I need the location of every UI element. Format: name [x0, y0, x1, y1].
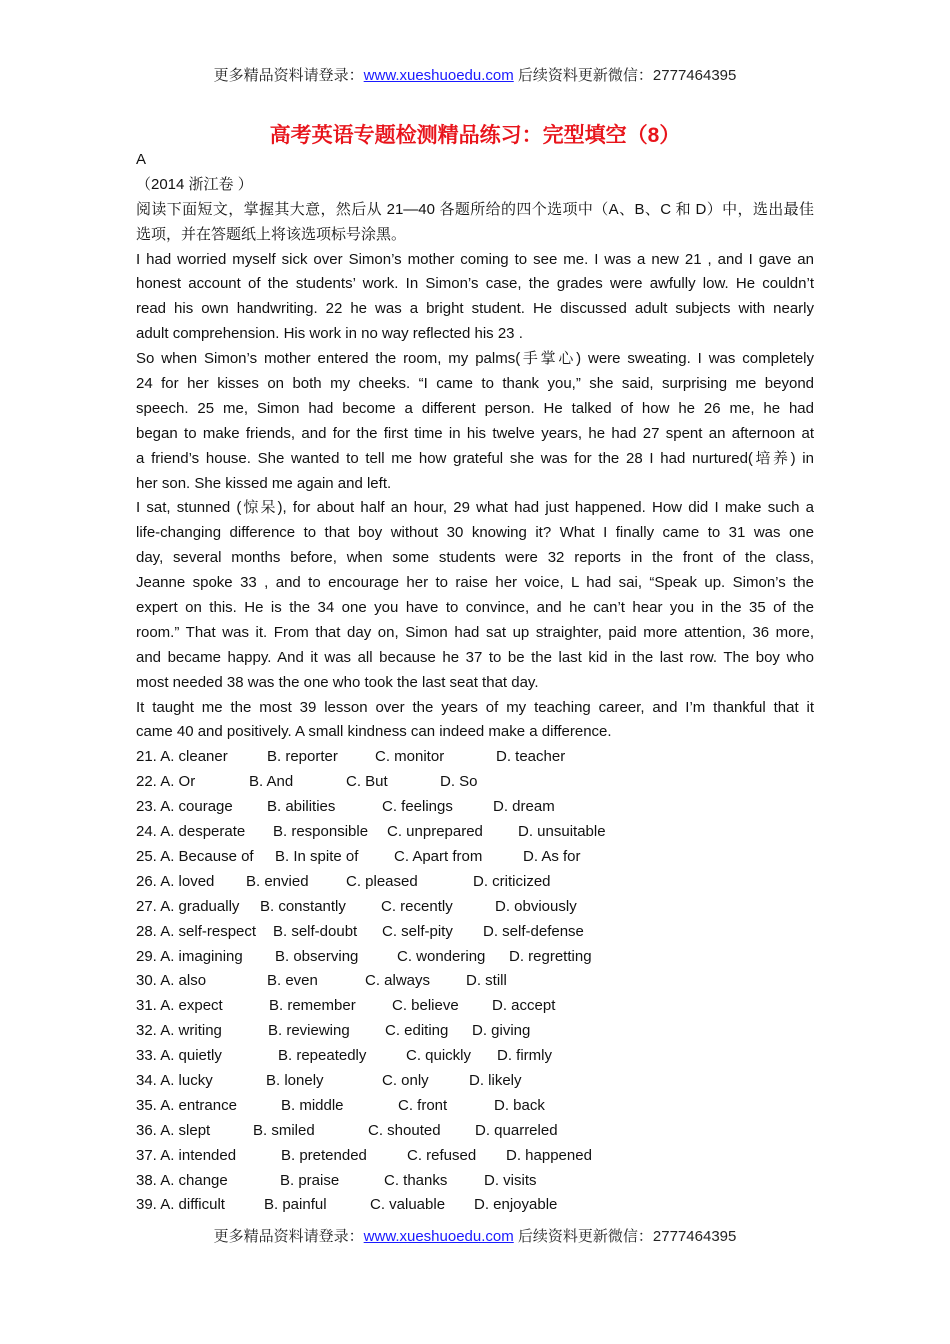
option-a: 30. A. also — [136, 972, 207, 990]
option-b: B. repeatedly — [278, 1047, 367, 1065]
passage-line: I had worried myself sick over Simon’s mother coming to see me. I was a new 21 , and I gave an — [136, 250, 814, 268]
option-a: 35. A. entrance — [136, 1096, 237, 1114]
option-b: B. pretended — [281, 1146, 367, 1164]
option-a: 36. A. slept — [136, 1121, 211, 1139]
option-c: C. feelings — [382, 798, 453, 816]
question-row — [136, 845, 814, 870]
website-link[interactable]: www.xueshuoedu.com — [363, 67, 514, 84]
option-c: C. always — [365, 972, 431, 990]
option-b: B. even — [267, 972, 318, 990]
option-d: D. back — [494, 1096, 545, 1114]
passage-line: day, several months before, when some students were 32 reports in the front of the class, — [136, 549, 814, 567]
banner-prefix: 更多精品资料请登录： — [213, 1228, 364, 1245]
option-a: 34. A. lucky — [136, 1071, 213, 1089]
passage-line: 24 for her kisses on both my cheeks. “I came to thank you,” she said, surprising me beyond — [136, 375, 814, 393]
option-a: 31. A. expect — [136, 997, 223, 1015]
question-row — [136, 1044, 814, 1069]
footer-banner — [0, 1227, 950, 1247]
question-row — [136, 1069, 814, 1094]
passage-line: began to make friends, and for the first time in his twelve years, he had 27 spent an afternoon at — [136, 424, 814, 442]
passage-line: life-changing difference to that boy without 30 knowing it? What I finally came to 31 was one — [136, 524, 814, 542]
question-options — [136, 745, 814, 1218]
option-a: 25. A. Because of — [136, 847, 254, 865]
passage-line: honest account of the students’ work. In Simon’s case, the grades were awfully low. He couldn’t — [136, 275, 814, 293]
passage-line: I sat, stunned (惊呆), for about half an hour, 29 what had just happened. How did I make such a — [136, 499, 814, 517]
option-c: C. Apart from — [394, 847, 483, 865]
option-b: B. praise — [280, 1171, 340, 1189]
option-b: B. observing — [275, 947, 359, 965]
passage-line: room.” That was it. From that day on, Simon had sat up straighter, paid more attention, 36 more, — [136, 623, 814, 641]
option-d: D. still — [466, 972, 507, 990]
option-c: C. But — [346, 773, 388, 791]
option-d: D. regretting — [509, 947, 592, 965]
option-c: C. believe — [392, 997, 459, 1015]
section-label: A — [136, 151, 147, 168]
passage-line: came 40 and positively. A small kindness can indeed make a difference. — [136, 723, 612, 741]
option-c: C. valuable — [370, 1196, 446, 1214]
option-c: C. only — [382, 1071, 429, 1089]
option-a: 23. A. courage — [136, 798, 233, 816]
option-d: D. giving — [472, 1022, 531, 1040]
option-c: C. pleased — [346, 872, 418, 890]
option-b: B. self-doubt — [273, 922, 358, 940]
question-row — [136, 920, 814, 945]
option-d: D. quarreled — [475, 1121, 558, 1139]
option-a: 33. A. quietly — [136, 1047, 222, 1065]
passage-line: adult comprehension. His work in no way reflected his 23 . — [136, 325, 523, 343]
option-b: B. remember — [269, 997, 356, 1015]
option-d: D. likely — [469, 1071, 522, 1089]
option-c: C. thanks — [384, 1171, 448, 1189]
question-row — [136, 870, 814, 895]
question-row — [136, 820, 814, 845]
instructions-line: 阅读下面短文，掌握其大意，然后从 21—40 各题所给的四个选项中（A、B、C 和 D）中，选出最佳 — [136, 200, 814, 218]
option-c: C. front — [398, 1096, 448, 1114]
question-row — [136, 1169, 814, 1194]
option-a: 27. A. gradually — [136, 897, 240, 915]
option-d: D. firmly — [497, 1047, 552, 1065]
option-d: D. visits — [484, 1171, 537, 1189]
option-b: B. painful — [264, 1196, 327, 1214]
option-d: D. dream — [493, 798, 555, 816]
source-label: （2014 浙江卷 ） — [136, 175, 253, 193]
option-b: B. constantly — [260, 897, 346, 915]
option-d: D. accept — [492, 997, 556, 1015]
option-d: D. self-defense — [483, 922, 584, 940]
option-c: C. refused — [407, 1146, 477, 1164]
passage-line: It taught me the most 39 lesson over the years of my teaching career, and I’m thankful that it — [136, 698, 814, 716]
option-c: C. recently — [381, 897, 453, 915]
question-row — [136, 1094, 814, 1119]
passage-line: and became happy. And it was all because he 37 to be the last kid in the last row. The boy who — [136, 648, 814, 666]
question-row — [136, 1193, 814, 1218]
option-b: B. reporter — [267, 748, 338, 766]
passage — [136, 248, 814, 746]
passage-line: her son. She kissed me again and left. — [136, 474, 392, 492]
passage-line: read his own handwriting. 22 he was a bright student. He discussed adult subjects with nearly — [136, 300, 814, 318]
passage-line: a friend’s house. She wanted to tell me how grateful she was for the 28 I had nurtured(培养) in — [136, 449, 814, 467]
option-b: B. reviewing — [268, 1022, 350, 1040]
option-b: B. envied — [246, 872, 309, 890]
passage-line: speech. 25 me, Simon had become a different person. He talked of how he 26 me, he had — [136, 399, 814, 417]
option-b: B. abilities — [267, 798, 336, 816]
website-link[interactable]: www.xueshuoedu.com — [363, 1228, 514, 1245]
header-banner — [0, 66, 950, 86]
question-row — [136, 795, 814, 820]
option-b: B. In spite of — [275, 847, 359, 865]
question-row — [136, 945, 814, 970]
option-c: C. unprepared — [387, 823, 483, 841]
question-row — [136, 745, 814, 770]
question-row — [136, 994, 814, 1019]
question-row — [136, 1019, 814, 1044]
option-a: 29. A. imagining — [136, 947, 243, 965]
option-d: D. enjoyable — [474, 1196, 558, 1214]
banner-prefix: 更多精品资料请登录： — [213, 67, 364, 84]
option-d: D. happened — [506, 1146, 592, 1164]
banner-suffix: 后续资料更新微信：2777464395 — [513, 1228, 737, 1245]
option-c: C. shouted — [368, 1121, 441, 1139]
option-c: C. editing — [385, 1022, 449, 1040]
question-row — [136, 969, 814, 994]
option-a: 38. A. change — [136, 1171, 228, 1189]
passage-line: expert on this. He is the 34 one you have to convince, and he can’t hear you in the 35 of the — [136, 599, 814, 617]
option-b: B. responsible — [273, 823, 369, 841]
question-row — [136, 770, 814, 795]
option-b: B. lonely — [266, 1071, 324, 1089]
option-c: C. wondering — [397, 947, 486, 965]
question-row — [136, 895, 814, 920]
option-c: C. self-pity — [382, 922, 453, 940]
option-a: 39. A. difficult — [136, 1196, 225, 1214]
option-b: B. And — [249, 773, 294, 791]
option-a: 37. A. intended — [136, 1146, 237, 1164]
instructions-line: 选项，并在答题纸上将该选项标号涂黑。 — [136, 225, 407, 243]
option-a: 28. A. self-respect — [136, 922, 257, 940]
option-a: 22. A. Or — [136, 773, 196, 791]
option-b: B. smiled — [253, 1121, 315, 1139]
document-body — [136, 148, 814, 1218]
option-d: D. criticized — [473, 872, 551, 890]
option-d: D. unsuitable — [518, 823, 606, 841]
option-d: D. So — [440, 773, 478, 791]
option-a: 26. A. loved — [136, 872, 215, 890]
option-b: B. middle — [281, 1096, 344, 1114]
passage-line: So when Simon’s mother entered the room, my palms(手掌心) were sweating. I was completely — [136, 350, 814, 368]
question-row — [136, 1119, 814, 1144]
banner-suffix: 后续资料更新微信：2777464395 — [513, 67, 737, 84]
option-a: 21. A. cleaner — [136, 748, 228, 766]
option-c: C. monitor — [375, 748, 445, 766]
question-row — [136, 1144, 814, 1169]
option-d: D. As for — [523, 847, 581, 865]
option-d: D. teacher — [496, 748, 566, 766]
passage-line: most needed 38 was the one who took the last seat that day. — [136, 673, 539, 691]
option-a: 32. A. writing — [136, 1022, 222, 1040]
option-a: 24. A. desperate — [136, 823, 246, 841]
option-d: D. obviously — [495, 897, 577, 915]
passage-line: Jeanne spoke 33 , and to encourage her to raise her voice, L had sai, “Speak up. Simon’s the — [136, 574, 814, 592]
option-c: C. quickly — [406, 1047, 472, 1065]
page-title: 高考英语专题检测精品练习：完型填空（8） — [269, 124, 681, 147]
